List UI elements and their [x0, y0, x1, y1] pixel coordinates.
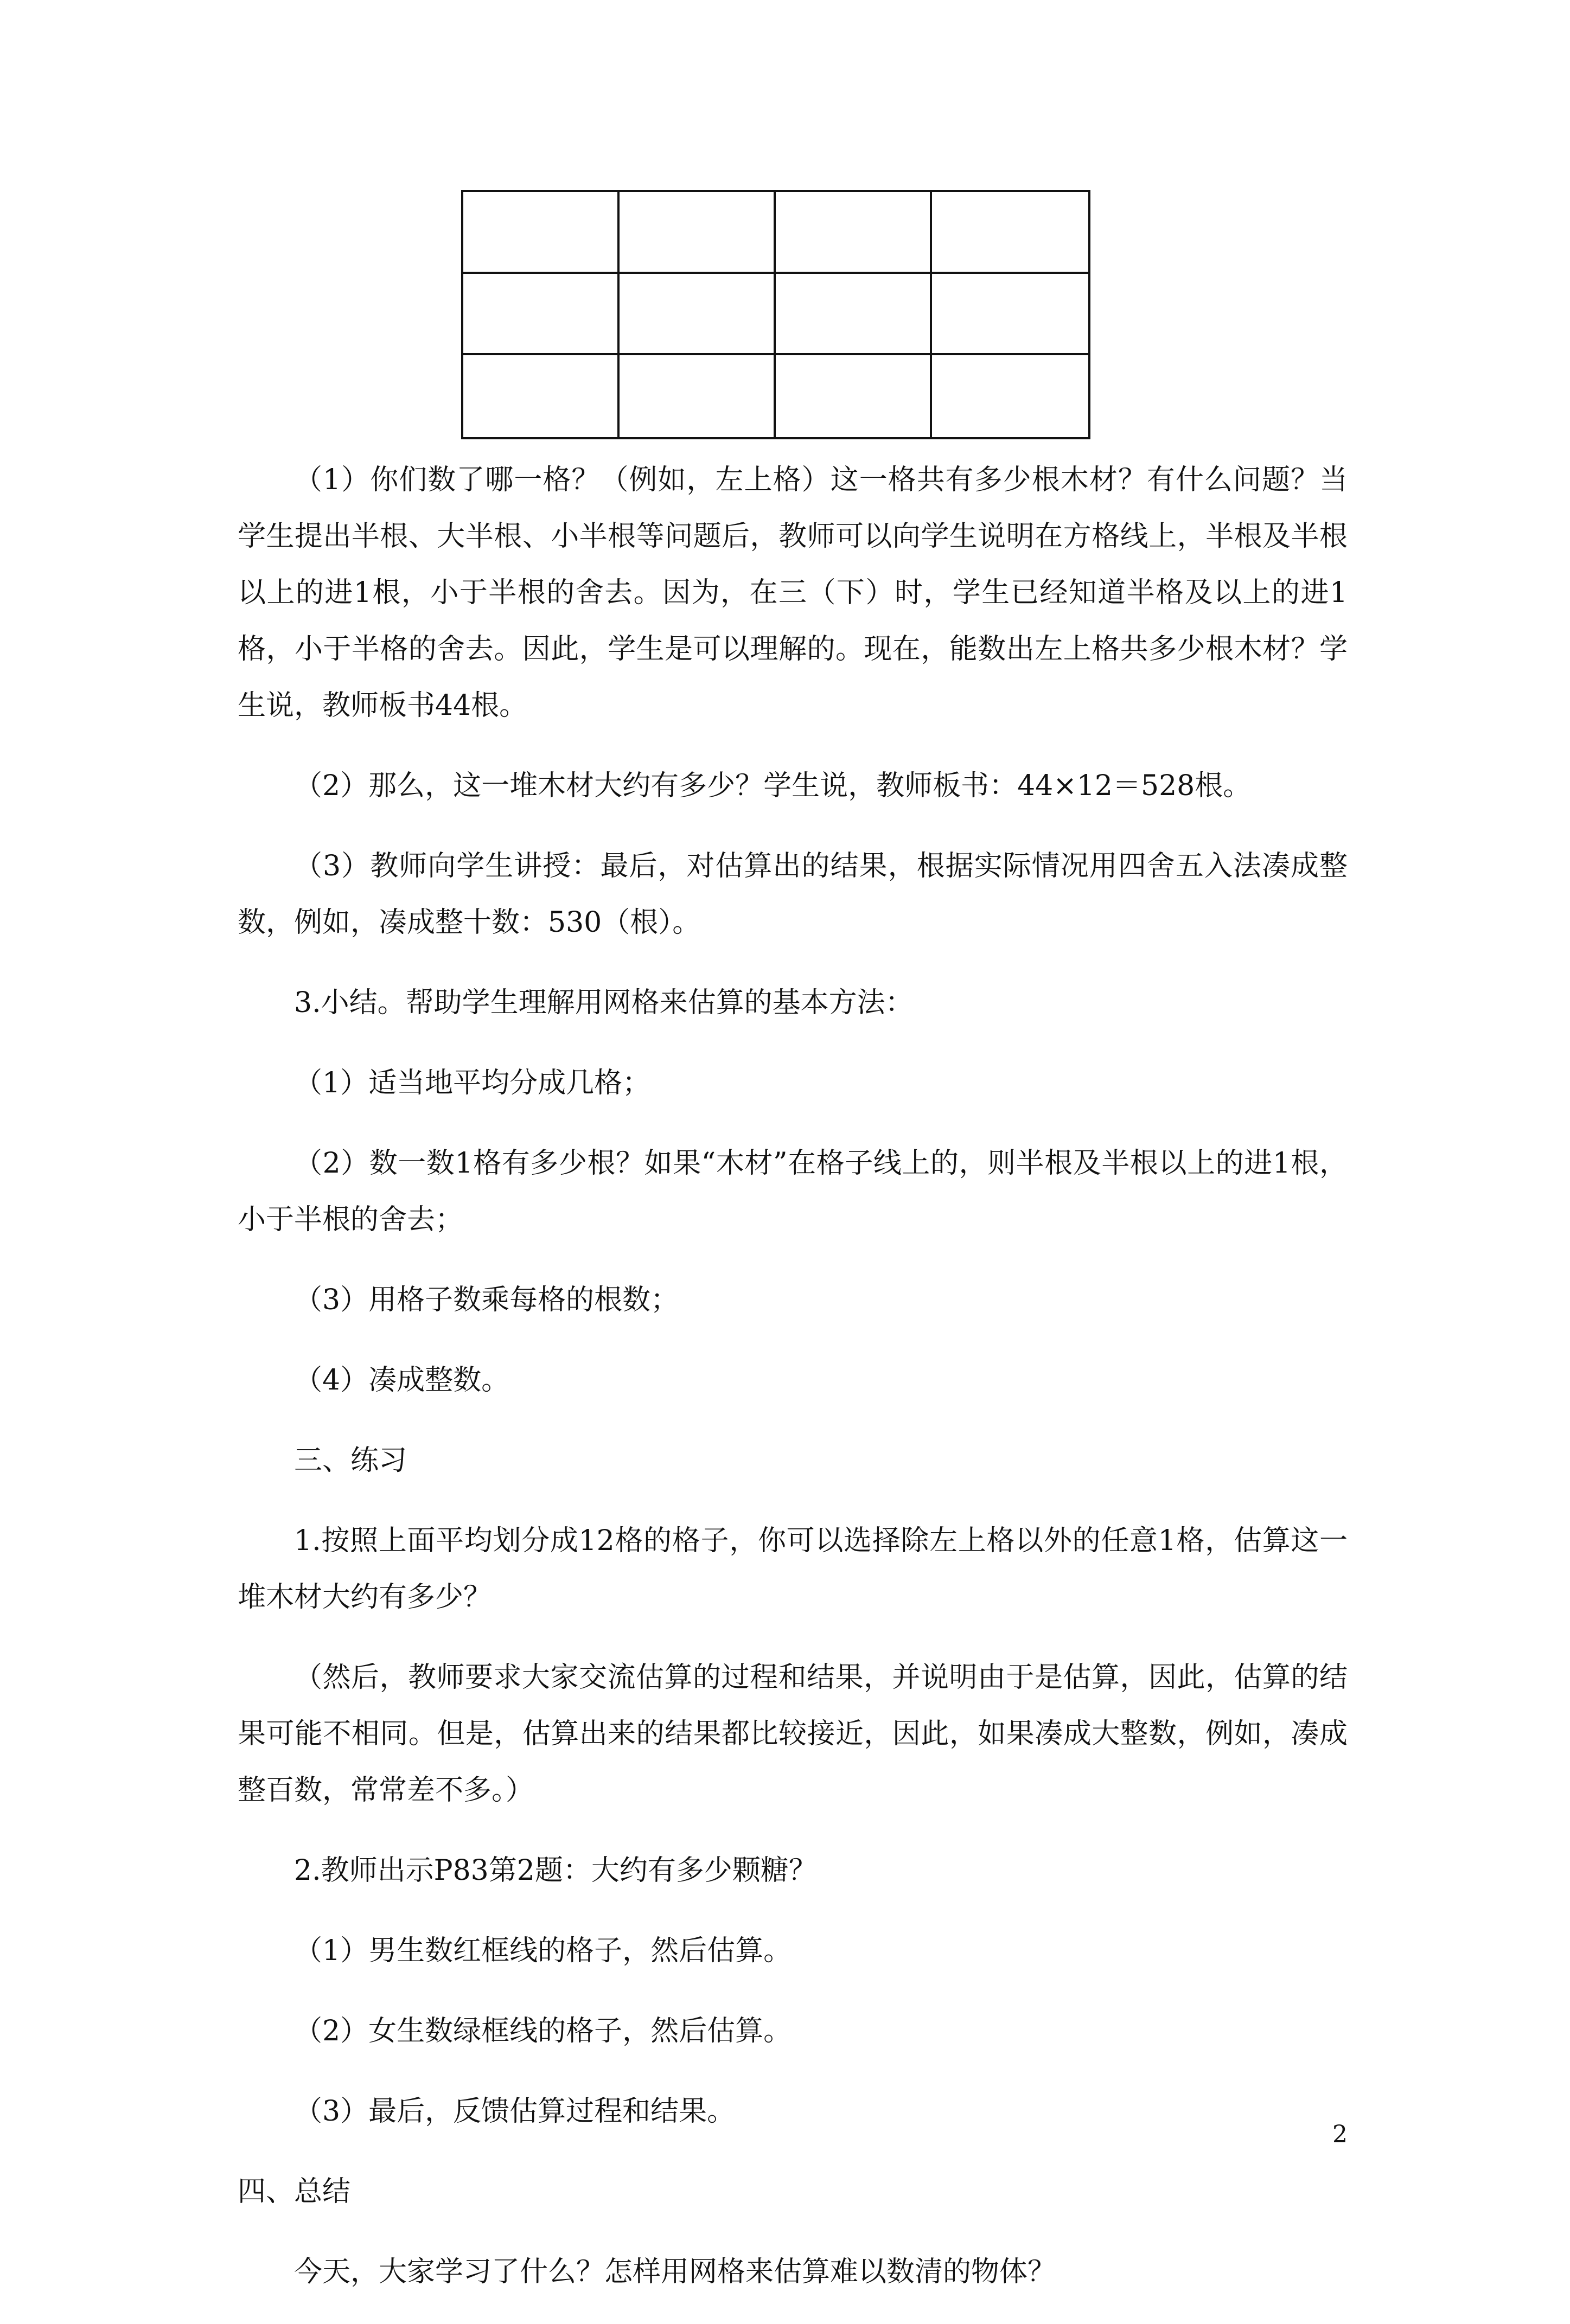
paragraph-practice-2: 2.教师出示P83第2题：大约有多少颗糖？	[294, 1854, 817, 1887]
paragraph-method-2: （2）数一数1格有多少根？如果“木材”在格子线上的，则半根及半根以上的进1根，小于半根的舍去；	[238, 1147, 1348, 1236]
grid-cell	[776, 274, 932, 356]
paragraph-practice-2-feedback: （3）最后，反馈估算过程和结果。	[294, 2095, 736, 2128]
grid-cell	[620, 274, 776, 356]
paragraph-step-1: （1）你们数了哪一格？（例如，左上格）这一格共有多少根木材？有什么问题？当学生提出半根、大半根、小半根等问题后，教师可以向学生说明在方格线上，半根及半根以上的进1根，小于半根的舍去。因为，在三（下）时，学生已经知道半格及以上的进1格，小于半格的舍去。因此，学生是可以理解的。现在，能数出左上格共多少根木材？学生说，教师板书44根。	[238, 464, 1348, 722]
grid-cell	[463, 274, 620, 356]
grid-cell	[620, 192, 776, 274]
paragraph-practice-note: （然后，教师要求大家交流估算的过程和结果，并说明由于是估算，因此，估算的结果可能不相同。但是，估算出来的结果都比较接近，因此，如果凑成大整数，例如，凑成整百数，常常差不多。）	[238, 1661, 1348, 1807]
estimation-grid-figure	[461, 190, 1090, 439]
grid-cell	[932, 355, 1088, 437]
paragraph-practice-2-boys: （1）男生数红框线的格子，然后估算。	[294, 1935, 792, 1967]
grid-cell	[932, 192, 1088, 274]
paragraph-step-2: （2）那么，这一堆木材大约有多少？学生说，教师板书：44×12＝528根。	[294, 770, 1252, 802]
grid-cell	[463, 355, 620, 437]
paragraph-step-3: （3）教师向学生讲授：最后，对估算出的结果，根据实际情况用四舍五入法凑成整数，例如，凑成整十数：530（根）。	[238, 850, 1348, 939]
paragraph-method-3: （3）用格子数乘每格的根数；	[294, 1284, 679, 1316]
grid-cell	[776, 192, 932, 274]
section-heading-practice: 三、练习	[294, 1444, 407, 1477]
paragraph-method-4: （4）凑成整数。	[294, 1364, 510, 1397]
paragraph-practice-1: 1.按照上面平均划分成12格的格子，你可以选择除左上格以外的任意1格，估算这一堆木材大约有多少？	[238, 1525, 1348, 1614]
section-heading-summary: 四、总结	[238, 2175, 351, 2208]
paragraph-summary: 今天，大家学习了什么？怎样用网格来估算难以数清的物体？	[294, 2256, 1056, 2288]
page-number: 2	[1332, 2121, 1348, 2148]
paragraph-method-1: （1）适当地平均分成几格；	[294, 1067, 651, 1099]
lesson-text-body	[238, 452, 1348, 2324]
grid-cell	[463, 192, 620, 274]
grid-cell	[932, 274, 1088, 356]
grid-cell	[776, 355, 932, 437]
paragraph-practice-2-girls: （2）女生数绿框线的格子，然后估算。	[294, 2015, 792, 2047]
grid-cell	[620, 355, 776, 437]
paragraph-summary-heading: 3.小结。帮助学生理解用网格来估算的基本方法：	[294, 987, 914, 1019]
